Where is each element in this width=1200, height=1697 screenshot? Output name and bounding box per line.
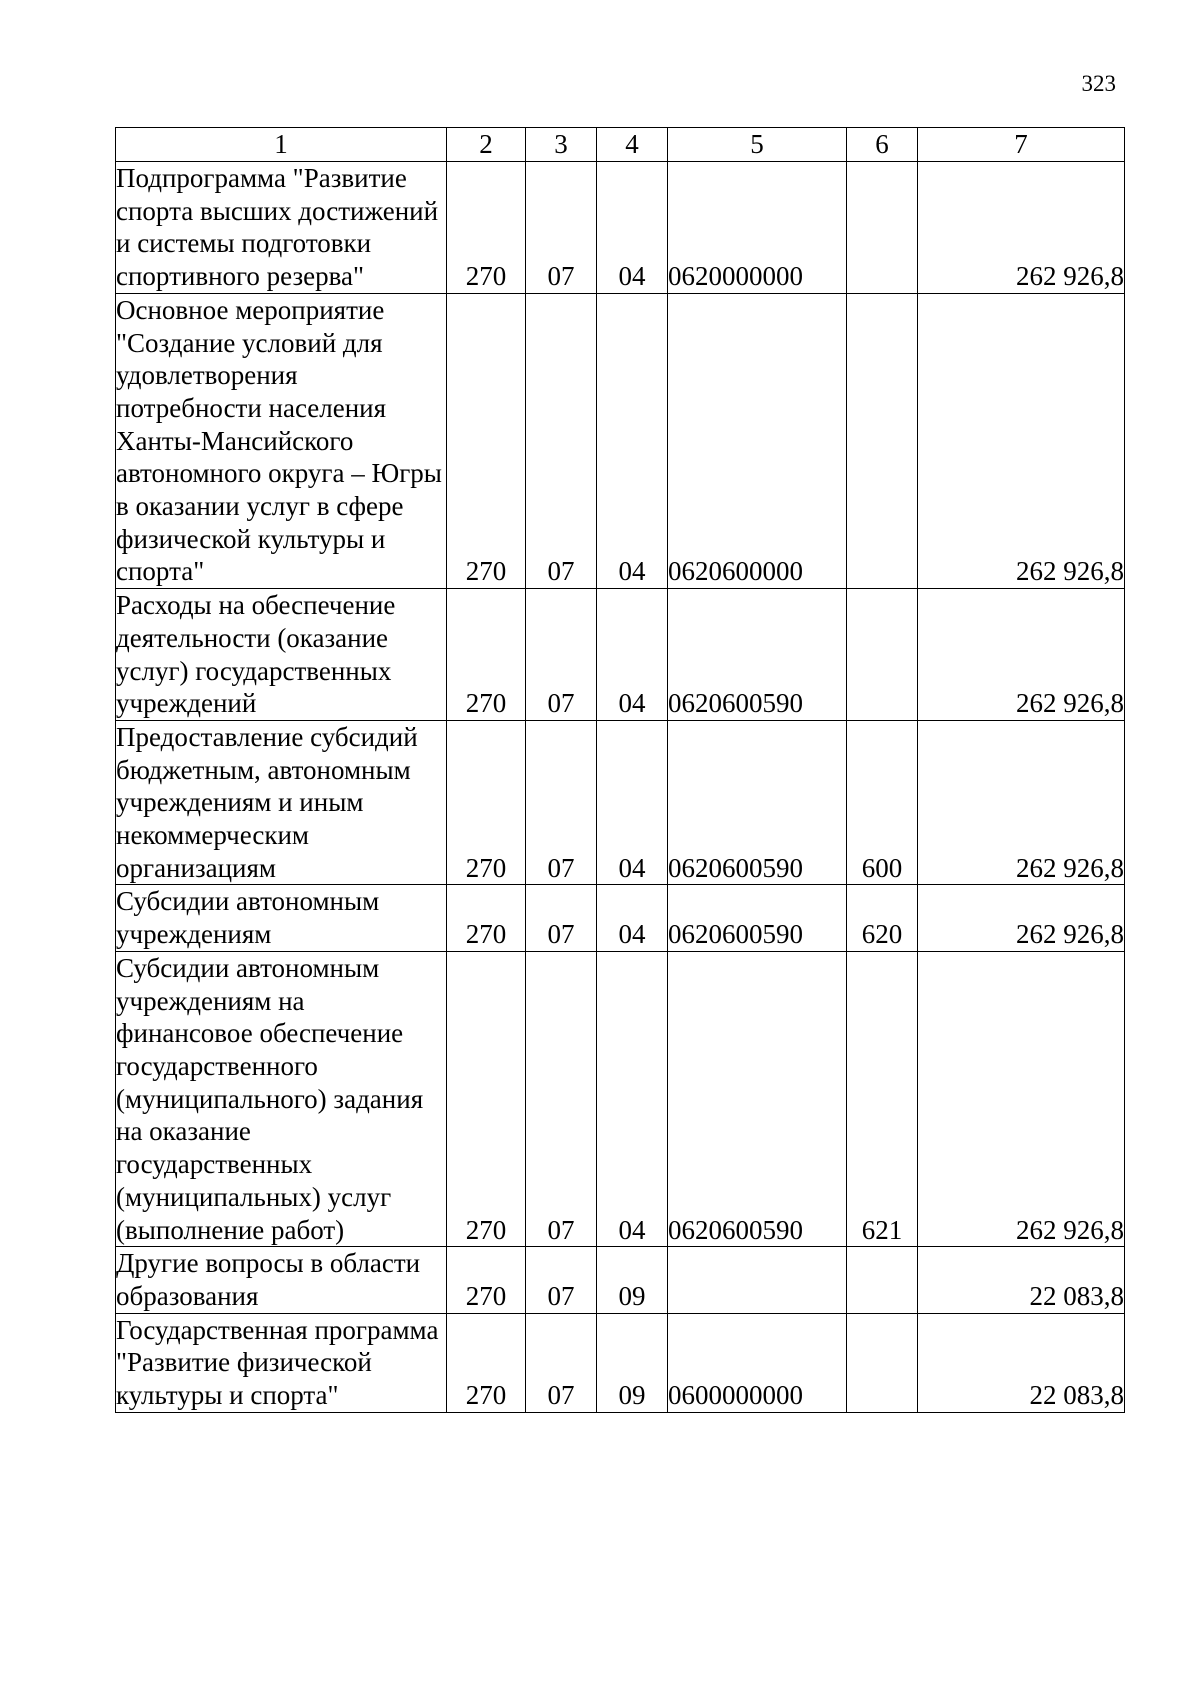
row-razdel: 07: [526, 951, 597, 1246]
row-razdel: 07: [526, 720, 597, 885]
row-name: Основное мероприятие "Создание условий для удовлетворения потребности населения Ханты-Мансийского автономного округа – Югры в оказании услуг в сфере физической культуры и спорта": [116, 293, 447, 588]
row-sum: 262 926,8: [918, 885, 1125, 951]
row-podrazdel: 09: [597, 1247, 668, 1313]
row-vr: 620: [847, 885, 918, 951]
table-row: [116, 162, 1125, 294]
row-podrazdel: 04: [597, 885, 668, 951]
row-sum: 22 083,8: [918, 1247, 1125, 1313]
row-vr: 600: [847, 720, 918, 885]
row-vr: [847, 293, 918, 588]
row-name: Расходы на обеспечение деятельности (оказание услуг) государственных учреждений: [116, 589, 447, 721]
row-name: Другие вопросы в области образования: [116, 1247, 447, 1313]
header-col-7: 7: [918, 128, 1125, 162]
row-sum: 22 083,8: [918, 1313, 1125, 1412]
row-ved: 270: [447, 720, 526, 885]
row-podrazdel: 04: [597, 589, 668, 721]
row-razdel: 07: [526, 293, 597, 588]
row-podrazdel: 04: [597, 162, 668, 294]
row-ved: 270: [447, 1247, 526, 1313]
row-podrazdel: 04: [597, 951, 668, 1246]
row-vr: [847, 1313, 918, 1412]
row-csr: 0620000000: [668, 162, 847, 294]
row-name: Предоставление субсидий бюджетным, автономным учреждениям и иным некоммерческим организациям: [116, 720, 447, 885]
row-razdel: 07: [526, 1313, 597, 1412]
row-csr: 0620600590: [668, 589, 847, 721]
row-razdel: 07: [526, 162, 597, 294]
row-csr: [668, 1247, 847, 1313]
row-sum: 262 926,8: [918, 589, 1125, 721]
row-podrazdel: 04: [597, 293, 668, 588]
row-name: Государственная программа "Развитие физической культуры и спорта": [116, 1313, 447, 1412]
page-number: 323: [1081, 71, 1116, 96]
budget-table: [115, 127, 1125, 1413]
row-podrazdel: 04: [597, 720, 668, 885]
table-row: [116, 951, 1125, 1246]
header-row: [116, 128, 1125, 162]
row-csr: 0620600000: [668, 293, 847, 588]
row-razdel: 07: [526, 589, 597, 721]
row-sum: 262 926,8: [918, 951, 1125, 1246]
row-razdel: 07: [526, 1247, 597, 1313]
header-col-4: 4: [597, 128, 668, 162]
row-ved: 270: [447, 162, 526, 294]
table-row: [116, 1247, 1125, 1313]
row-vr: [847, 162, 918, 294]
row-ved: 270: [447, 885, 526, 951]
table-row: [116, 1313, 1125, 1412]
table-row: [116, 589, 1125, 721]
row-vr: 621: [847, 951, 918, 1246]
row-ved: 270: [447, 293, 526, 588]
header-col-3: 3: [526, 128, 597, 162]
row-ved: 270: [447, 589, 526, 721]
row-vr: [847, 589, 918, 721]
row-ved: 270: [447, 1313, 526, 1412]
row-podrazdel: 09: [597, 1313, 668, 1412]
header-col-1: 1: [116, 128, 447, 162]
header-col-5: 5: [668, 128, 847, 162]
row-csr: 0620600590: [668, 951, 847, 1246]
row-vr: [847, 1247, 918, 1313]
row-csr: 0620600590: [668, 720, 847, 885]
row-sum: 262 926,8: [918, 720, 1125, 885]
row-csr: 0620600590: [668, 885, 847, 951]
row-csr: 0600000000: [668, 1313, 847, 1412]
header-col-6: 6: [847, 128, 918, 162]
header-col-2: 2: [447, 128, 526, 162]
row-sum: 262 926,8: [918, 293, 1125, 588]
row-razdel: 07: [526, 885, 597, 951]
table-row: [116, 720, 1125, 885]
row-name: Субсидии автономным учреждениям: [116, 885, 447, 951]
row-name: Субсидии автономным учреждениям на финансовое обеспечение государственного (муниципального) задания на оказание государственных (муниципальных) услуг (выполнение работ): [116, 951, 447, 1246]
table-row: [116, 293, 1125, 588]
row-ved: 270: [447, 951, 526, 1246]
row-sum: 262 926,8: [918, 162, 1125, 294]
table-row: [116, 885, 1125, 951]
row-name: Подпрограмма "Развитие спорта высших достижений и системы подготовки спортивного резерва": [116, 162, 447, 294]
